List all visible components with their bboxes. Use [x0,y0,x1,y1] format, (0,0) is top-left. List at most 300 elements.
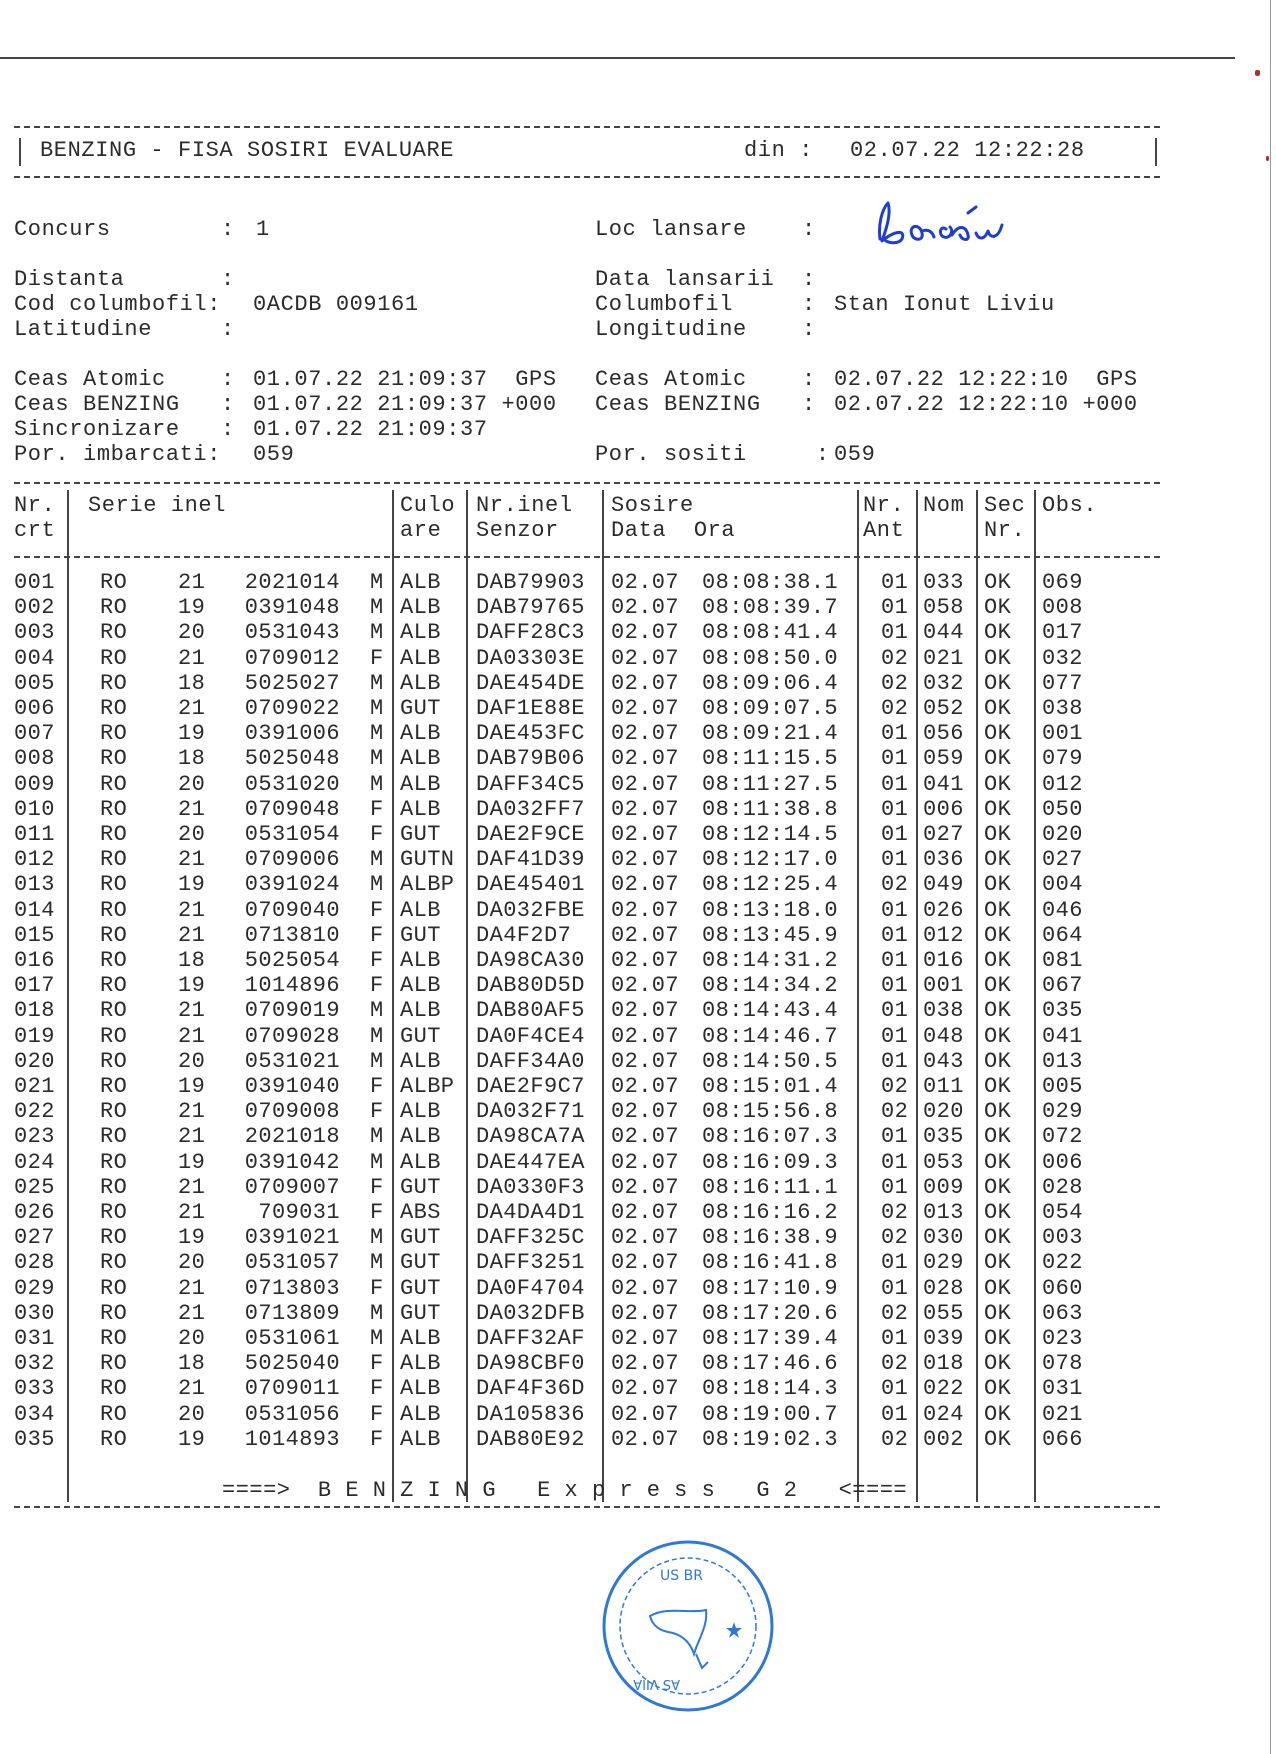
cell-year: 21 [178,1174,206,1200]
cell-sensor: DAE45401 [476,872,585,898]
cell-sec: OK [984,1250,1012,1276]
cell-nom: 021 [923,645,964,671]
cell-sec: OK [984,1048,1012,1074]
cell-ring: 5025027 [244,670,340,696]
col-nrinel-header-2: Senzor [476,518,559,543]
cell-color: ALB [400,1351,441,1377]
cell-sec: OK [984,1174,1012,1200]
cell-date: 02.07 [611,1225,680,1251]
cell-obs: 077 [1042,670,1083,696]
table-row [14,570,1160,595]
cell-sec: OK [984,1099,1012,1125]
cell-year: 19 [178,595,206,621]
cell-nrant: 02 [881,670,909,696]
cell-time: 08:16:09.3 [702,1149,839,1175]
cell-date: 02.07 [611,897,680,923]
cell-date: 02.07 [611,1351,680,1377]
cell-obs: 020 [1042,822,1083,847]
cell-obs: 054 [1042,1200,1083,1225]
page-title: BENZING - FISA SOSIRI EVALUARE [40,138,455,163]
cell-date: 02.07 [611,973,680,999]
stamp-text-bottom: AS VIIA [633,1676,680,1691]
cell-nr: 014 [14,897,55,923]
cell-sex: F [370,1099,384,1125]
cell-year: 21 [178,570,206,595]
cell-sensor: DAE453FC [476,721,585,747]
cell-nr: 013 [14,872,55,898]
imbarcati-value: 059 [253,442,295,467]
cell-color: GUT [400,1225,441,1251]
cell-color: GUT [400,1300,441,1326]
cell-ring: 5025048 [244,746,340,772]
latitudine-label: Latitudine : [14,317,235,342]
cell-sex: F [370,973,384,999]
cell-obs: 008 [1042,595,1083,621]
cell-country: RO [100,948,128,973]
cell-color: ALB [400,1401,441,1427]
scan-mark [1266,156,1269,161]
cell-sec: OK [984,645,1012,671]
cell-sensor: DA03303E [476,645,585,671]
cell-time: 08:14:31.2 [702,948,839,973]
cell-time: 08:19:02.3 [702,1426,839,1452]
col-nrant-header-2: Ant [863,518,905,543]
cell-sensor: DAE447EA [476,1149,585,1175]
cell-color: ALB [400,796,441,822]
cell-nom: 022 [923,1376,964,1402]
table-row [14,998,1160,1023]
cell-date: 02.07 [611,645,680,671]
cell-sensor: DA98CA7A [476,1124,585,1150]
table-row [14,822,1160,847]
cell-year: 19 [178,872,206,898]
cell-obs: 067 [1042,973,1083,999]
cell-sensor: DAB79765 [476,595,585,621]
cell-obs: 078 [1042,1351,1083,1377]
loc-lansare-signature [872,195,1022,256]
cell-color: ALB [400,570,441,595]
cell-country: RO [100,1376,128,1402]
cell-obs: 001 [1042,721,1083,747]
title-border-bottom [14,176,1160,178]
cell-date: 02.07 [611,670,680,696]
cell-nom: 052 [923,696,964,721]
cell-sex: F [370,1275,384,1301]
cell-ring: 0391024 [244,872,340,898]
cell-nom: 044 [923,620,964,646]
cell-nrant: 01 [881,1174,909,1200]
ceas-atomic-label: Ceas Atomic : [14,367,235,392]
col-serie-header: Serie inel [88,493,227,518]
cell-sex: F [370,1074,384,1099]
cell-year: 19 [178,721,206,747]
cell-country: RO [100,771,128,797]
cell-ring: 709031 [258,1200,340,1225]
cell-sec: OK [984,620,1012,646]
cell-obs: 072 [1042,1124,1083,1150]
table-rule-header [14,556,1160,558]
cell-color: ALB [400,1048,441,1074]
cell-sec: OK [984,1149,1012,1175]
cell-nrant: 01 [881,973,909,999]
imbarcati-label: Por. imbarcati: [14,442,222,467]
cell-nom: 001 [923,973,964,999]
cell-nr: 012 [14,847,55,873]
cell-sex: M [370,620,384,646]
cell-time: 08:11:38.8 [702,796,839,822]
cell-obs: 066 [1042,1426,1083,1452]
cell-nr: 025 [14,1174,55,1200]
cell-time: 08:16:07.3 [702,1124,839,1150]
cell-nrant: 01 [881,746,909,772]
cell-nom: 056 [923,721,964,747]
cell-year: 20 [178,1401,206,1427]
table-row [14,696,1160,721]
table-row [14,1049,1160,1074]
cell-obs: 079 [1042,746,1083,772]
cell-sec: OK [984,696,1012,721]
col-sec-header: Sec [984,493,1026,518]
cell-sensor: DA032F71 [476,1099,585,1125]
cell-nrant: 01 [881,1376,909,1402]
cell-year: 21 [178,847,206,873]
cell-time: 08:17:20.6 [702,1300,839,1326]
cell-ring: 0531061 [244,1326,340,1351]
cell-sex: M [370,1048,384,1074]
col-obs-header: Obs. [1042,493,1098,518]
cell-time: 08:12:17.0 [702,847,839,873]
cell-date: 02.07 [611,1174,680,1200]
cell-nom: 039 [923,1326,964,1351]
cell-year: 21 [178,1023,206,1049]
cell-color: ALB [400,1326,441,1351]
cell-sec: OK [984,922,1012,948]
cell-time: 08:16:11.1 [702,1174,839,1200]
cell-ring: 0709006 [244,847,340,873]
cell-sex: M [370,1023,384,1049]
table-row [14,1301,1160,1326]
cell-color: ALB [400,1376,441,1402]
cell-year: 19 [178,1149,206,1175]
cell-sensor: DAFF28C3 [476,620,585,646]
cell-time: 08:09:07.5 [702,696,839,721]
ceas-benzing-value-2: 02.07.22 12:22:10 +000 [834,392,1138,417]
table-row [14,746,1160,771]
table-row [14,1225,1160,1250]
cell-nrant: 01 [881,847,909,873]
cell-nom: 018 [923,1351,964,1377]
cell-color: ALB [400,1149,441,1175]
cell-color: ALB [400,670,441,696]
cell-nr: 026 [14,1200,55,1225]
cell-date: 02.07 [611,721,680,747]
cell-sec: OK [984,1401,1012,1427]
cell-color: ALB [400,973,441,999]
cell-nr: 007 [14,721,55,747]
cell-country: RO [100,1074,128,1099]
cell-year: 20 [178,822,206,847]
longitudine-label: Longitudine : [595,317,816,342]
cell-country: RO [100,897,128,923]
cell-ring: 5025054 [244,948,340,973]
cell-nr: 034 [14,1401,55,1427]
cell-date: 02.07 [611,1124,680,1150]
cell-ring: 2021014 [244,570,340,595]
cell-date: 02.07 [611,595,680,621]
cell-time: 08:12:25.4 [702,872,839,898]
cell-sensor: DAB80E92 [476,1426,585,1452]
cell-nom: 059 [923,746,964,772]
cell-nrant: 01 [881,897,909,923]
cell-nr: 004 [14,645,55,671]
cell-sec: OK [984,670,1012,696]
cell-sec: OK [984,872,1012,898]
cell-nom: 049 [923,872,964,898]
cell-nr: 035 [14,1426,55,1452]
cell-nom: 036 [923,847,964,873]
cell-ring: 0531021 [244,1048,340,1074]
cell-time: 08:18:14.3 [702,1376,839,1402]
cell-nrant: 02 [881,1351,909,1377]
cell-time: 08:16:16.2 [702,1200,839,1225]
cell-year: 21 [178,796,206,822]
cell-country: RO [100,1250,128,1276]
cell-nrant: 01 [881,570,909,595]
cell-obs: 081 [1042,948,1083,973]
cell-time: 08:09:06.4 [702,670,839,696]
table-row [14,898,1160,923]
cell-sec: OK [984,595,1012,621]
table-row [14,1402,1160,1427]
cell-date: 02.07 [611,1149,680,1175]
cell-sex: F [370,897,384,923]
cell-color: GUT [400,922,441,948]
report-datetime: 02.07.22 12:22:28 [850,138,1085,163]
cell-year: 20 [178,1048,206,1074]
cell-color: GUT [400,696,441,721]
cell-sensor: DAB79B06 [476,746,585,772]
table-row [14,1150,1160,1175]
cell-nr: 024 [14,1149,55,1175]
ceas-atomic-value: 01.07.22 21:09:37 GPS [253,367,557,392]
cell-color: ABS [400,1200,441,1225]
cell-obs: 046 [1042,897,1083,923]
cell-ring: 0713809 [244,1300,340,1326]
cell-year: 21 [178,1124,206,1150]
data-lansarii-label: Data lansarii : [595,267,816,292]
cell-country: RO [100,922,128,948]
cell-sec: OK [984,1225,1012,1251]
cell-nom: 012 [923,922,964,948]
cell-country: RO [100,696,128,721]
cell-year: 18 [178,746,206,772]
cell-nr: 001 [14,570,55,595]
cell-sex: M [370,721,384,747]
cell-nr: 023 [14,1124,55,1150]
cell-nrant: 02 [881,696,909,721]
cell-time: 08:08:41.4 [702,620,839,646]
cell-year: 21 [178,1275,206,1301]
cell-nr: 016 [14,948,55,973]
cell-nr: 015 [14,922,55,948]
cell-sensor: DA98CA30 [476,948,585,973]
cell-nrant: 01 [881,1275,909,1301]
cell-nom: 043 [923,1048,964,1074]
cell-time: 08:14:50.5 [702,1048,839,1074]
cell-ring: 0709019 [244,998,340,1024]
cell-color: ALB [400,1124,441,1150]
cell-ring: 1014893 [244,1426,340,1452]
cell-sex: M [370,1149,384,1175]
cell-sec: OK [984,1300,1012,1326]
cell-date: 02.07 [611,847,680,873]
cell-country: RO [100,620,128,646]
cell-nom: 030 [923,1225,964,1251]
cell-obs: 063 [1042,1300,1083,1326]
cell-nom: 041 [923,771,964,797]
cell-color: ALBP [400,1074,455,1099]
cell-country: RO [100,1149,128,1175]
cell-ring: 0709048 [244,796,340,822]
cell-time: 08:11:15.5 [702,746,839,772]
cell-sec: OK [984,1326,1012,1351]
table-row [14,797,1160,822]
cell-obs: 031 [1042,1376,1083,1402]
cell-nrant: 01 [881,595,909,621]
cell-time: 08:14:34.2 [702,973,839,999]
concurs-value: 1 [256,217,270,242]
cell-nr: 030 [14,1300,55,1326]
cell-nr: 010 [14,796,55,822]
cell-sensor: DA105836 [476,1401,585,1427]
cell-year: 21 [178,1300,206,1326]
cell-nrant: 01 [881,922,909,948]
cell-obs: 004 [1042,872,1083,898]
cell-nr: 029 [14,1275,55,1301]
cell-sex: M [370,1225,384,1251]
col-culoare-header-2: are [400,518,442,543]
columbofil-value: Stan Ionut Liviu [834,292,1055,317]
cell-sex: M [370,595,384,621]
cell-sensor: DAE2F9C7 [476,1074,585,1099]
cell-nr: 018 [14,998,55,1024]
cell-nom: 026 [923,897,964,923]
table-header [14,482,1160,558]
cell-obs: 028 [1042,1174,1083,1200]
cell-time: 08:16:41.8 [702,1250,839,1276]
cell-color: GUT [400,1023,441,1049]
cell-obs: 012 [1042,771,1083,797]
cell-nr: 003 [14,620,55,646]
concurs-label: Concurs : [14,217,235,242]
cell-nrant: 01 [881,1048,909,1074]
cell-ring: 0709012 [244,645,340,671]
cell-sec: OK [984,1426,1012,1452]
cell-ring: 0391021 [244,1225,340,1251]
cell-obs: 032 [1042,645,1083,671]
table-row [14,1200,1160,1225]
cell-date: 02.07 [611,570,680,595]
stamp-text-top: US BR [660,1568,703,1584]
cell-time: 08:08:39.7 [702,595,839,621]
cell-sex: M [370,696,384,721]
cell-date: 02.07 [611,771,680,797]
cell-sec: OK [984,771,1012,797]
cell-ring: 0531057 [244,1250,340,1276]
cell-country: RO [100,1099,128,1125]
sositi-label: Por. sositi : [595,442,830,467]
cell-sec: OK [984,973,1012,999]
cell-ring: 0709040 [244,897,340,923]
cell-nom: 032 [923,670,964,696]
cell-obs: 023 [1042,1326,1083,1351]
cell-sensor: DAFF34A0 [476,1048,585,1074]
cell-nr: 020 [14,1048,55,1074]
loc-label: Loc lansare : [595,217,816,242]
cell-country: RO [100,670,128,696]
cell-nr: 002 [14,595,55,621]
cell-nrant: 02 [881,1074,909,1099]
cell-time: 08:15:56.8 [702,1099,839,1125]
sincronizare-label: Sincronizare : [14,417,235,442]
din-label: din : [744,138,814,163]
cell-sex: M [370,1326,384,1351]
cell-nr: 006 [14,696,55,721]
cell-color: GUT [400,822,441,847]
cell-year: 18 [178,670,206,696]
cell-sensor: DA4DA4D1 [476,1200,585,1225]
cell-date: 02.07 [611,922,680,948]
cell-nrant: 01 [881,998,909,1024]
ceas-benzing-label-2: Ceas BENZING : [595,392,816,417]
cell-nr: 033 [14,1376,55,1402]
cell-country: RO [100,973,128,999]
cell-color: ALB [400,948,441,973]
cell-nom: 016 [923,948,964,973]
cell-color: ALB [400,721,441,747]
cell-sensor: DA0F4CE4 [476,1023,585,1049]
cell-time: 08:15:01.4 [702,1074,839,1099]
cell-obs: 069 [1042,570,1083,595]
columbofil-label: Columbofil : [595,292,816,317]
cell-nom: 002 [923,1426,964,1452]
cell-date: 02.07 [611,1426,680,1452]
table-row [14,973,1160,998]
cell-sensor: DAB80D5D [476,973,585,999]
cell-country: RO [100,1225,128,1251]
cell-nrant: 01 [881,620,909,646]
cell-ring: 0391006 [244,721,340,747]
cell-nrant: 01 [881,1124,909,1150]
cell-color: ALB [400,1426,441,1452]
cell-nrant: 01 [881,1326,909,1351]
cell-sensor: DA032DFB [476,1300,585,1326]
cell-date: 02.07 [611,1376,680,1402]
cell-color: ALB [400,620,441,646]
cell-country: RO [100,1351,128,1377]
page-edge [1270,0,1271,1754]
association-stamp [598,1536,778,1721]
cell-color: GUT [400,1250,441,1276]
scan-mark [1255,70,1260,76]
cell-color: GUT [400,1174,441,1200]
cell-nrant: 01 [881,1250,909,1276]
cell-country: RO [100,847,128,873]
table-row [14,646,1160,671]
cell-obs: 027 [1042,847,1083,873]
cell-nom: 029 [923,1250,964,1276]
cell-obs: 029 [1042,1099,1083,1125]
